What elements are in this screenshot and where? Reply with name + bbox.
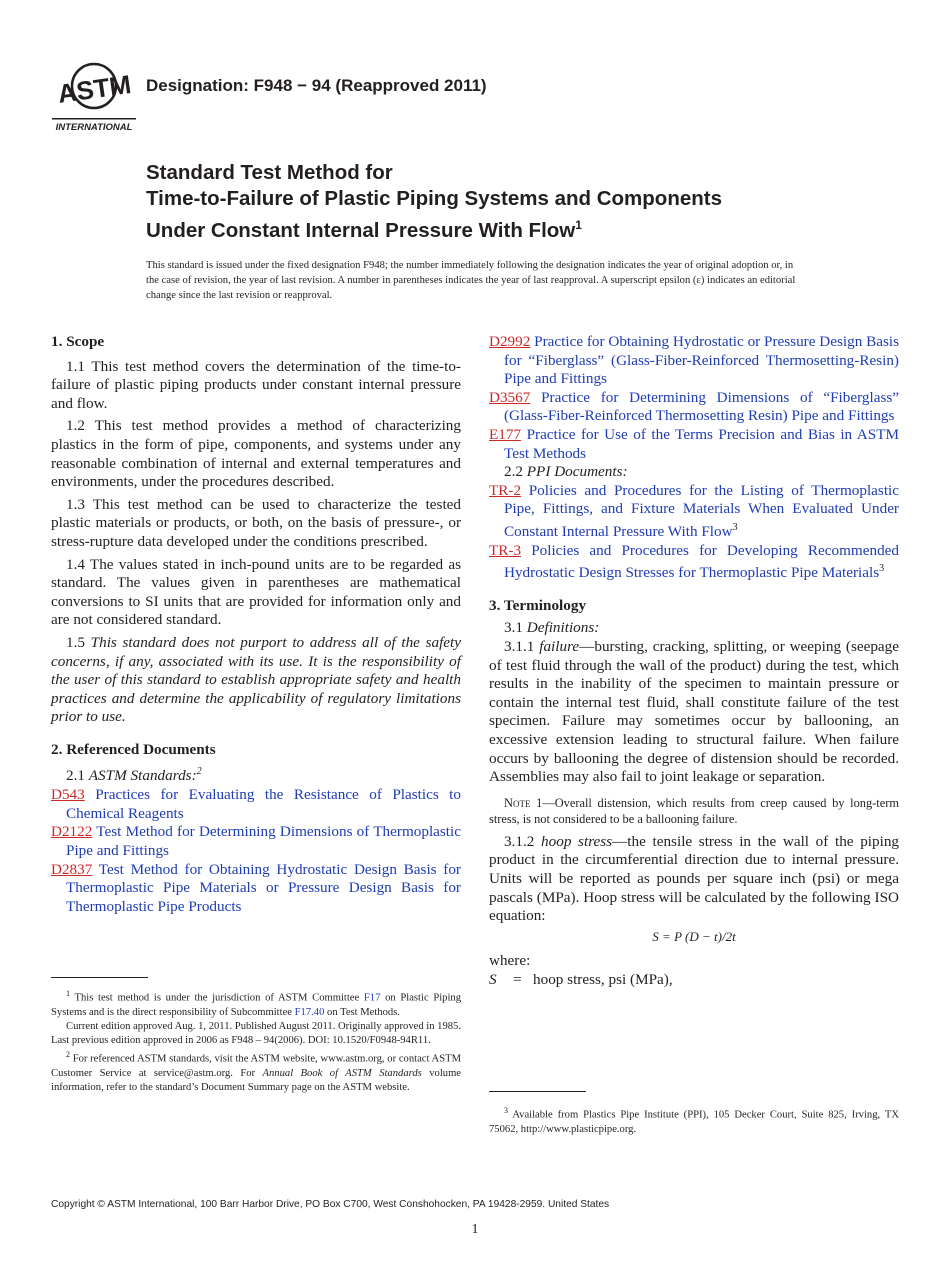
ref-e177-title-link[interactable]: Practice for Use of the Terms Precision and Bias in ASTM Test Methods [504,425,900,462]
ref-tr3-title-link[interactable]: Policies and Procedures for Developing Recommended Hydrostatic Design Stresses for Thermoplastic Pipe Materials [504,541,899,582]
title-line-2: Time-to-Failure of Plastic Piping Systems and Components [146,187,722,210]
section-1-4: 1.4 The values stated in inch-pound units are to be regarded as standard. The values given in parentheses are mathematical conversions to SI units that are provided for information only and are not considered standard. [51,555,461,629]
variable-definition-s: S = hoop stress, psi (MPa), [489,970,673,988]
ref-e177 [489,426,899,463]
committee-f17-link[interactable]: F17 [363,992,381,1004]
where-label: where: [489,952,531,970]
ref-d2992-title-link[interactable]: Practice for Obtaining Hydrostatic or Pressure Design Basis for “Fiberglass” (Glass-Fiber-Reinforced Thermosetting-Resin) Pipe and Fittings [504,333,900,388]
ref-d3567 [489,389,899,426]
footnotes-left [51,987,461,1095]
astm-logo-graphic [52,56,136,134]
ref-d3567-code-link[interactable]: D3567 [489,388,531,406]
ref-d2992 [489,333,899,389]
ref-tr2-code-link[interactable]: TR-2 [489,481,522,499]
footnote-3: $^3$ Available from Plastics Pipe Institute (PPI), 105 Decker Court, Suite 825, Irving, TX 75062, http://www.plasticpipe.org. [489,1106,899,1135]
document-title [146,160,866,244]
page-number: 1 [471,1222,479,1237]
svg-text:ASTM: ASTM [55,68,133,109]
left-column [51,333,461,916]
note-1: Note 1—Overall distension, which results from creep caused by long-term stress, is not considered to be a ballooning failure. [489,795,899,826]
ref-d2837 [51,861,461,917]
section-2-1: 2.1 ASTM Standards:$^2$ [66,766,202,785]
terminology-heading: 3. Terminology [489,596,587,614]
astm-logo [52,56,136,134]
section-1-2: 1.2 This test method provides a method of characterizing plastics in the form of pipe, components, and systems under any reasonable combination of internal and external temperatures and environments, under the procedures described. [51,417,461,491]
hoop-stress-equation: S = P (D − t)/2t [652,928,736,944]
ref-d2122-title-link[interactable]: Test Method for Determining Dimensions of Thermoplastic Pipe and Fittings [66,823,461,859]
section-3-1-1: 3.1.1 failure—bursting, cracking, splitting, or weeping (seepage of test fluid through the wall of the product) during the test, which results in the inability of the specimen to maintain pressure or contain the internal test fluid, shall constitute failure of the test specimen. Failure may sometimes occur by ballooning, an excessive extension leading to structural failure. When failure occurs by ballooning the degree of distension should be recorded. Assemblies may also fail to joint leakage or separation. [489,638,900,786]
ref-d2992-code-link[interactable]: D2992 [489,333,531,350]
title-line-1: Standard Test Method for [146,161,393,184]
ref-d543-title-link[interactable]: Practices for Evaluating the Resistance of Plastics to Chemical Reagents [66,786,461,822]
section-3-1: 3.1 Definitions: [504,619,600,637]
subcommittee-f1740-link[interactable]: F17.40 [294,1006,325,1018]
section-1-3: 1.3 This test method can be used to characterize the tested plastic materials or products, or both, on the basis of pressure-, or stress-rupture data developed under the conditions prescribed. [51,495,461,550]
designation: Designation: F948 − 94 (Reapproved 2011) [146,76,487,95]
ref-d2122 [51,823,461,860]
footnote-edition: Current edition approved Aug. 1, 2011. Published August 2011. Originally approved in 1985. Last previous edition approved in 2006 as F948 – 94(2006). DOI: 10.1520/F0948-94R11. [51,1020,461,1047]
footnote-rule-left [51,977,148,978]
ref-tr3: TR-3 Policies and Procedures for Developing Recommended Hydrostatic Design Stresses for Thermoplastic Pipe Materials$^3$ [489,541,899,582]
right-column [489,333,899,990]
section-3-1-2: 3.1.2 hoop stress—the tensile stress in the wall of the piping product in the circumferential direction due to internal pressure. Units will be reported as pounds per square inch (psi) or mega pascals (MPa). Hoop stress will be calculated by the following ISO equation: [489,832,900,925]
section-2-2: 2.2 PPI Documents: [504,463,628,481]
ref-tr2: TR-2 Policies and Procedures for the Listing of Thermoplastic Pipe, Fittings, and Fixture Materials When Evaluated Under Constant Internal Pressure With Flow$^3$ [489,481,900,540]
footnote-1: $^1$ This test method is under the jurisdiction of ASTM Committee F17 on Plastic Piping Systems and is the direct responsibility of Subcommittee F17.40 on Test Methods. [51,989,462,1018]
ref-e177-code-link[interactable]: E177 [489,425,522,443]
section-1-5: 1.5 This standard does not purport to address all of the safety concerns, if any, associated with its use. It is the responsibility of the user of this standard to establish appropriate safety and health practices and determine the applicability of regulatory limitations prior to use. [51,633,462,726]
ref-tr3-code-link[interactable]: TR-3 [489,541,522,559]
section-1-1: 1.1 This test method covers the determination of the time-to-failure of plastic piping products under constant internal pressure and flow. [51,357,461,412]
title-line-3: Under Constant Internal Pressure With Flow$^1$ [146,218,582,242]
ref-d543 [51,786,461,823]
standard-notice: This standard is issued under the fixed designation F948; the number immediately following the designation indicates the year of original adoption or, in the case of revision, the year of last revision. A number in parentheses indicates the year of last reapproval. A superscript epsilon (ε) indicates an editorial change since the last revision or reapproval. [146,260,796,301]
footnotes-right [489,1104,899,1137]
ref-d543-code-link[interactable]: D543 [51,786,85,804]
ref-d2837-code-link[interactable]: D2837 [51,860,93,878]
ref-d3567-title-link[interactable]: Practice for Determining Dimensions of “Fiberglass” (Glass-Fiber-Reinforced Thermosetting Resin) Pipe and Fittings [504,388,900,425]
svg-text:INTERNATIONAL: INTERNATIONAL [55,122,133,133]
ref-d2837-title-link[interactable]: Test Method for Obtaining Hydrostatic Design Basis for Thermoplastic Pipe Materials or Pressure Design Basis for Thermoplastic Pipe Products [66,860,461,915]
ref-tr2-title-link[interactable]: Policies and Procedures for the Listing of Thermoplastic Pipe, Fittings, and Fixture Materials When Evaluated Under Constant Internal Pressure With Flow [504,481,900,540]
title-footnote-ref: 1 [575,218,582,232]
footnote-rule-right [489,1091,586,1092]
scope-heading: 1. Scope [51,333,105,350]
referenced-documents-heading: 2. Referenced Documents [51,740,216,758]
footnote-2: $^2$ For referenced ASTM standards, visit the ASTM website, www.astm.org, or contact ASTM Customer Service at service@astm.org. For Annual Book of ASTM Standards volume information, refer to the standard’s Document Summary page on the ASTM website. [51,1050,462,1094]
ref-d2122-code-link[interactable]: D2122 [51,823,93,841]
copyright-notice: Copyright © ASTM International, 100 Barr Harbor Drive, PO Box C700, West Conshohocken, PA 19428-2959. United States [51,1199,610,1210]
